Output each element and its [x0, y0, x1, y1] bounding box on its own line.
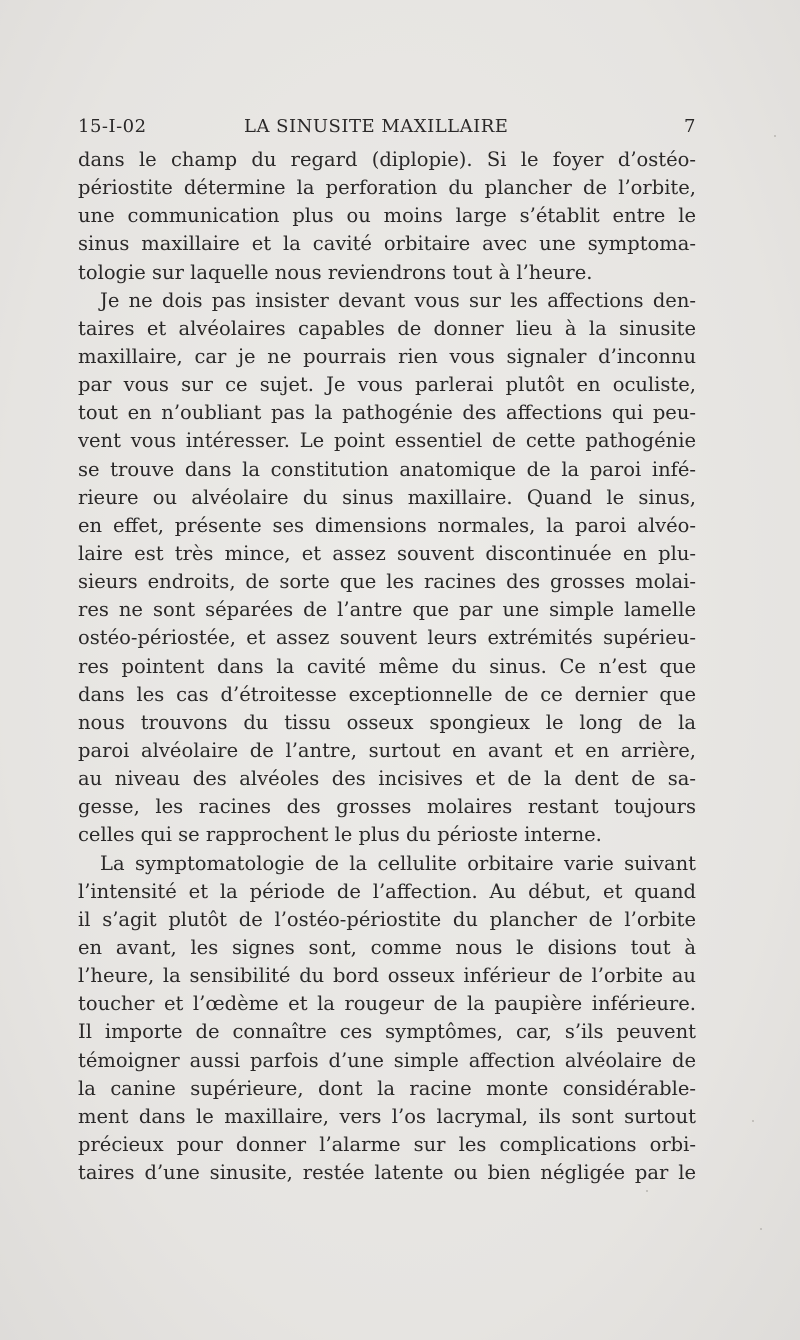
body-text	[78, 146, 696, 1187]
text-line: nous trouvons du tissu osseux spongieux le long de la	[78, 710, 696, 734]
text-line: sinus maxillaire et la cavité orbitaire avec une symptoma-	[78, 232, 696, 256]
text-line: rieure ou alvéolaire du sinus maxillaire. Quand le sinus,	[78, 485, 696, 509]
text-line: tout en n’oubliant pas la pathogénie des affections qui peu-	[78, 401, 696, 425]
text-line: par vous sur ce sujet. Je vous parlerai plutôt en oculiste,	[78, 373, 696, 397]
paper-speck	[760, 1228, 762, 1230]
paper-speck	[752, 1120, 754, 1122]
text-line: taires d’une sinusite, restée latente ou bien négligée par le	[78, 1161, 696, 1185]
text-line: taires et alvéolaires capables de donner lieu à la sinusite	[78, 316, 696, 340]
text-line: dans les cas d’étroitesse exceptionnelle de ce dernier que	[78, 682, 696, 706]
header-title: LA SINUSITE MAXILLAIRE	[244, 116, 509, 137]
text-line: laire est très mince, et assez souvent discontinuée en plu-	[78, 541, 696, 565]
text-line: toucher et l’œdème et la rougeur de la paupière inférieure.	[78, 992, 696, 1016]
paper-speck	[774, 135, 776, 137]
text-line: Il importe de connaître ces symptômes, car, s’ils peuvent	[78, 1020, 696, 1044]
text-line: res ne sont séparées de l’antre que par une simple lamelle	[78, 598, 696, 622]
paper-speck	[646, 1190, 648, 1192]
text-line: ment dans le maxillaire, vers l’os lacrymal, ils sont surtout	[78, 1104, 696, 1128]
text-line: ostéo-périostée, et assez souvent leurs extrémités supérieu-	[78, 626, 696, 650]
text-line: sieurs endroits, de sorte que les racines des grosses molai-	[78, 570, 696, 594]
text-line: il s’agit plutôt de l’ostéo-périostite du plancher de l’orbite	[78, 907, 696, 931]
text-line: maxillaire, car je ne pourrais rien vous signaler d’inconnu	[78, 344, 696, 368]
page-number: 7	[684, 116, 696, 137]
text-line: en avant, les signes sont, comme nous le disions tout à	[78, 935, 696, 959]
text-line: Je ne dois pas insister devant vous sur les affections den-	[100, 288, 696, 312]
running-head	[78, 116, 696, 142]
text-line: périostite détermine la perforation du plancher de l’orbite,	[78, 176, 696, 200]
text-line: res pointent dans la cavité même du sinus. Ce n’est que	[78, 654, 696, 678]
text-line: précieux pour donner l’alarme sur les complications orbi-	[78, 1132, 696, 1156]
text-line: celles qui se rapprochent le plus du périoste interne.	[78, 823, 602, 847]
text-line: paroi alvéolaire de l’antre, surtout en avant et en arrière,	[78, 738, 696, 762]
text-line: une communication plus ou moins large s’établit entre le	[78, 204, 696, 228]
text-line: au niveau des alvéoles des incisives et de la dent de sa-	[78, 767, 696, 791]
text-line: en effet, présente ses dimensions normales, la paroi alvéo-	[78, 513, 696, 537]
text-line: l’intensité et la période de l’affection. Au début, et quand	[78, 879, 696, 903]
header-date: 15-I-02	[78, 116, 147, 137]
text-line: dans le champ du regard (diplopie). Si le foyer d’ostéo-	[78, 148, 696, 171]
text-line: vent vous intéresser. Le point essentiel de cette pathogénie	[78, 429, 696, 453]
text-line: La symptomatologie de la cellulite orbitaire varie suivant	[100, 851, 696, 875]
text-line: témoigner aussi parfois d’une simple affection alvéolaire de	[78, 1048, 696, 1072]
text-line: gesse, les racines des grosses molaires restant toujours	[78, 795, 696, 819]
text-line: tologie sur laquelle nous reviendrons tout à l’heure.	[78, 260, 593, 284]
text-line: l’heure, la sensibilité du bord osseux inférieur de l’orbite au	[78, 964, 696, 988]
text-line: se trouve dans la constitution anatomique de la paroi infé-	[78, 457, 696, 481]
text-line: la canine supérieure, dont la racine monte considérable-	[78, 1076, 696, 1100]
